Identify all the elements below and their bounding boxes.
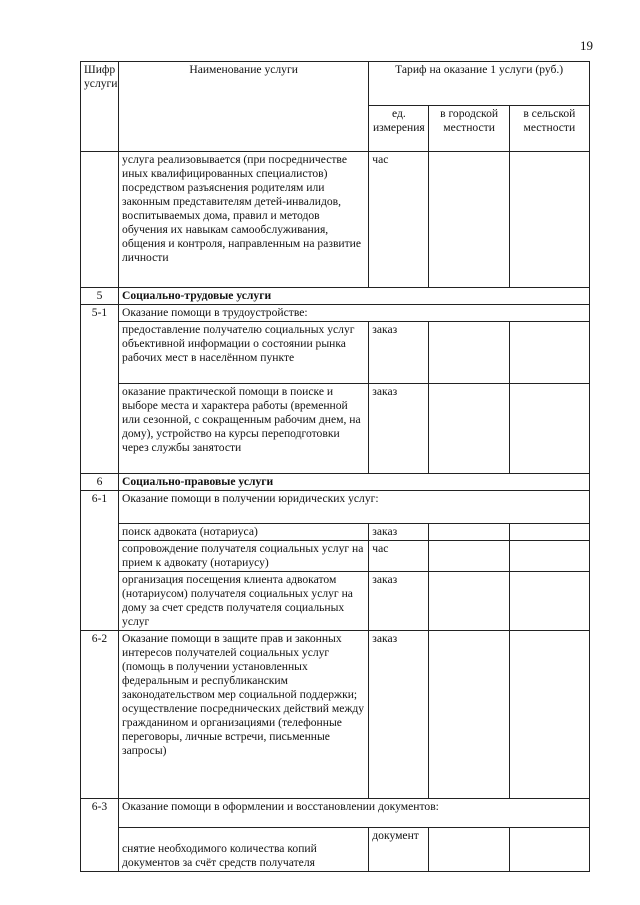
urban-cell <box>429 572 509 631</box>
header-tariff: Тариф на оказание 1 услуги (руб.) <box>369 62 590 106</box>
section-title: Социально-трудовые услуги <box>119 288 590 305</box>
urban-cell <box>429 631 509 799</box>
table-row <box>81 631 590 799</box>
table-row <box>81 152 590 288</box>
subsection-code: 6-3 <box>81 799 119 872</box>
urban-cell <box>429 541 509 572</box>
header-code: Шифр услуги <box>81 62 119 152</box>
urban-cell <box>429 828 509 872</box>
table-row <box>81 524 590 541</box>
subsection-title: Оказание помощи в получении юридических услуг: <box>119 491 590 524</box>
subsection-row <box>81 799 590 828</box>
subsection-code: 5-1 <box>81 305 119 474</box>
unit-cell: заказ <box>369 524 429 541</box>
rural-cell <box>509 524 589 541</box>
section-row <box>81 288 590 305</box>
service-desc: предоставление получателю социальных услуг объективной информации о состоянии рынка рабочих мест в населённом пункте <box>119 322 369 384</box>
urban-cell <box>429 384 509 474</box>
urban-cell <box>429 152 509 288</box>
section-title: Социально-правовые услуги <box>119 474 590 491</box>
header-urban: в городской местности <box>429 106 509 152</box>
unit-cell: час <box>369 152 429 288</box>
unit-cell: заказ <box>369 322 429 384</box>
unit-cell: заказ <box>369 631 429 799</box>
rural-cell <box>509 322 589 384</box>
header-row <box>81 62 590 106</box>
table-row <box>81 322 590 384</box>
code-cell: 6-2 <box>81 631 119 799</box>
service-desc: оказание практической помощи в поиске и выборе места и характера работы (временной или сезонной, с сокращенным рабочим днем, на дому), устройство на курсы переподготовки через службы занятости <box>119 384 369 474</box>
service-desc: Оказание помощи в защите прав и законных интересов получателей социальных услуг (помощь в получении установленных федеральным и республиканским законодательством мер социальной поддержки; осуществление посреднических действий между гражданином и организациями (телефонные переговоры, личные встречи, письменные запросы) <box>119 631 369 799</box>
unit-cell: заказ <box>369 384 429 474</box>
rural-cell <box>509 572 589 631</box>
code-cell <box>81 152 119 288</box>
section-code: 6 <box>81 474 119 491</box>
subsection-row <box>81 305 590 322</box>
service-desc: услуга реализовывается (при посредничестве иных квалифицированных специалистов) посредством разъяснения родителям или законным представителям детей-инвалидов, воспитываемых дома, правил и методов обучения их навыкам самообслуживания, общения и контроля, направленным на развитие личности <box>119 152 369 288</box>
header-unit: ед. измерения <box>369 106 429 152</box>
header-name: Наименование услуги <box>119 62 369 152</box>
tariff-table-wrapper <box>80 61 590 872</box>
table-row <box>81 541 590 572</box>
subsection-row <box>81 491 590 524</box>
rural-cell <box>509 152 589 288</box>
unit-cell: документ <box>369 828 429 872</box>
service-desc: организация посещения клиента адвокатом (нотариусом) получателя социальных услуг на дому за счет средств получателя социальных услуг <box>119 572 369 631</box>
unit-cell: час <box>369 541 429 572</box>
section-code: 5 <box>81 288 119 305</box>
tariff-table <box>80 61 590 872</box>
service-desc: сопровождение получателя социальных услуг на прием к адвокату (нотариусу) <box>119 541 369 572</box>
urban-cell <box>429 322 509 384</box>
rural-cell <box>509 631 589 799</box>
subsection-title: Оказание помощи в оформлении и восстановлении документов: <box>119 799 590 828</box>
service-desc: поиск адвоката (нотариуса) <box>119 524 369 541</box>
rural-cell <box>509 541 589 572</box>
urban-cell <box>429 524 509 541</box>
page-number: 19 <box>580 38 593 53</box>
subsection-code: 6-1 <box>81 491 119 631</box>
rural-cell <box>509 828 589 872</box>
subsection-title: Оказание помощи в трудоустройстве: <box>119 305 590 322</box>
table-row <box>81 572 590 631</box>
section-row <box>81 474 590 491</box>
service-desc: снятие необходимого количества копий документов за счёт средств получателя <box>119 828 369 872</box>
rural-cell <box>509 384 589 474</box>
header-rural: в сельской местности <box>509 106 589 152</box>
table-row <box>81 828 590 872</box>
table-row <box>81 384 590 474</box>
unit-cell: заказ <box>369 572 429 631</box>
